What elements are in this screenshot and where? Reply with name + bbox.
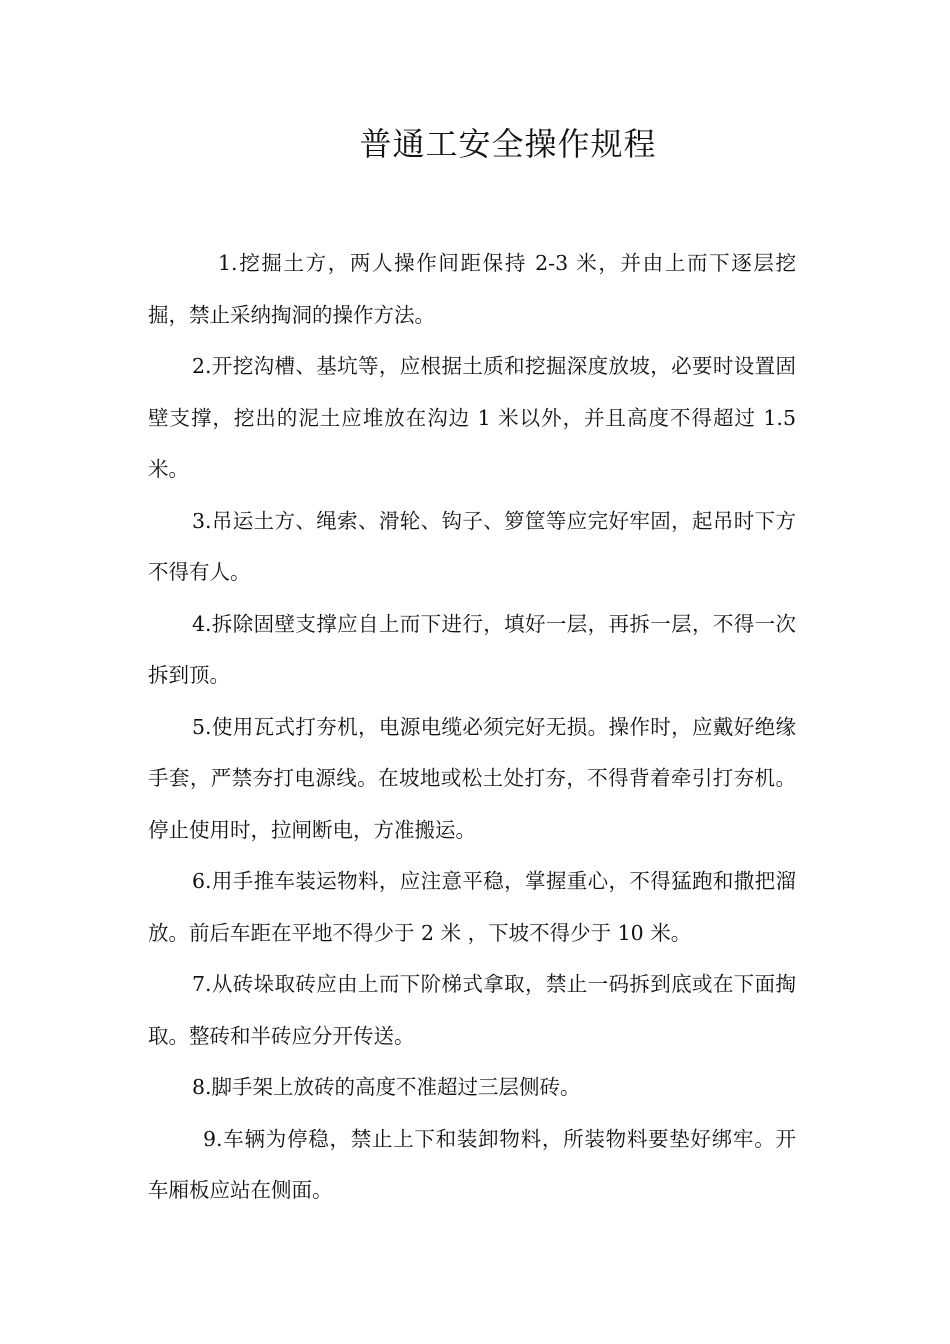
- rule-paragraph-8: 8.脚手架上放砖的高度不准超过三层侧砖。: [192, 1075, 581, 1099]
- page-title: 普通工安全操作规程: [359, 125, 657, 163]
- rule-paragraph-5: 5.使用瓦式打夯机，电源电缆必须完好无损。操作时，应戴好绝缘手套，严禁夯打电源线。在坡地或松土处打夯，不得背着牵引打夯机。停止使用时，拉闸断电，方准搬运。: [148, 714, 796, 842]
- rule-paragraph-7: 7.从砖垛取砖应由上而下阶梯式拿取，禁止一码拆到底或在下面掏取。整砖和半砖应分开传送。: [148, 972, 796, 1048]
- rule-paragraph-1: 1.挖掘土方，两人操作间距保持 2-3 米，并由上而下逐层挖掘，禁止采纳掏洞的操作方法。: [148, 251, 796, 327]
- document-body: [148, 238, 796, 1217]
- rule-paragraph-9: 9.车辆为停稳，禁止上下和装卸物料，所装物料要垫好绑牢。开车厢板应站在侧面。: [148, 1126, 796, 1202]
- rule-paragraph-6: 6.用手推车装运物料，应注意平稳，掌握重心，不得猛跑和撒把溜放。前后车距在平地不得少于 2 米 ，下坡不得少于 10 米。: [148, 869, 796, 945]
- rule-paragraph-3: 3.吊运土方、绳索、滑轮、钩子、箩筐等应完好牢固，起吊时下方不得有人。: [148, 508, 796, 584]
- rule-paragraph-2: 2.开挖沟槽、基坑等，应根据土质和挖掘深度放坡，必要时设置固壁支撑，挖出的泥土应堆放在沟边 1 米以外，并且高度不得超过 1.5 米。: [148, 354, 796, 481]
- rule-paragraph-4: 4.拆除固壁支撑应自上而下进行，填好一层，再拆一层，不得一次拆到顶。: [148, 611, 796, 687]
